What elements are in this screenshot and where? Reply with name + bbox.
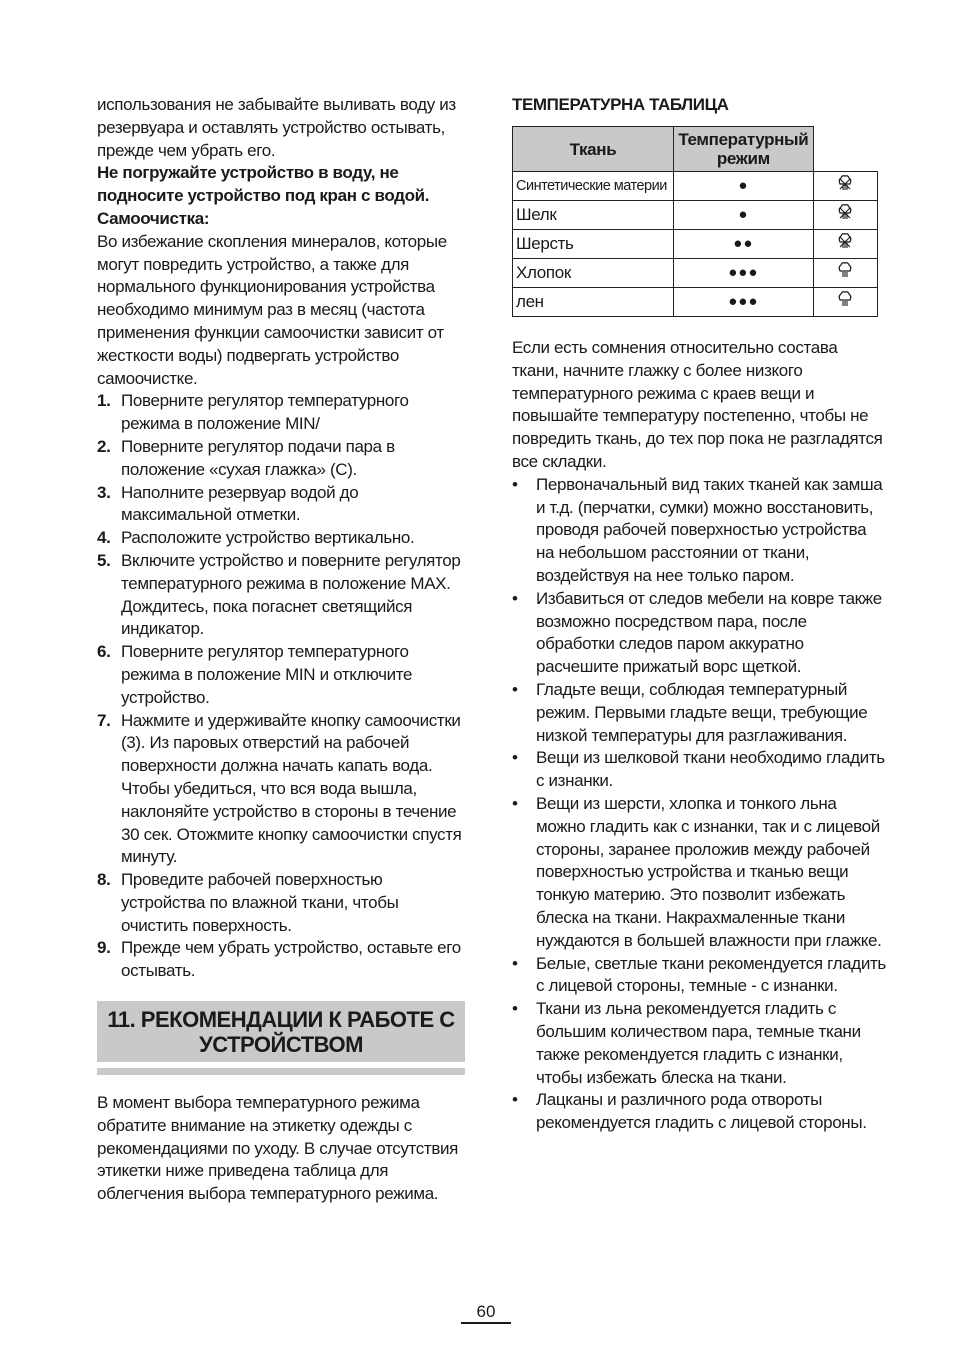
table-header-row <box>513 127 878 172</box>
step-item <box>97 869 465 937</box>
advice-bullet-list <box>512 474 887 1135</box>
steam-icon <box>813 288 877 317</box>
table-title: ТЕМПЕРАТУРНА ТАБЛИЦА <box>512 95 729 114</box>
temperature-dots: ● <box>673 172 813 201</box>
section-divider <box>97 1068 465 1075</box>
step-number: 7. <box>97 710 111 730</box>
table-row <box>513 230 878 259</box>
step-text: Нажмите и удерживайте кнопку самоочистки (3). Из паровых отверстий на рабочей поверхности должна начать капать вода. Чтобы убедиться, что вся вода вышла, наклоняйте устройство в стороны в течение 30 сек. Отожмите кнопку самоочистки спустя минуту. <box>121 710 462 867</box>
fabric-cell: Шелк <box>513 201 674 230</box>
step-text: Включите устройство и поверните регулятор температурного режима в положение MAX. Дождитесь, пока погаснет светящийся индикатор. <box>121 550 461 639</box>
bullet-item <box>512 953 887 999</box>
step-text: Поверните регулятор температурного режима в положение MIN и отключите устройство. <box>121 642 413 707</box>
bullet-text: Вещи из шерсти, хлопка и тонкого льна можно гладить как с изнанки, так и с лицевой стороны, заранее проложив между рабочей поверхностью устройства и тканью вещи тонкую материю. Это позволит избежать блеска на ткани. Накрахмаленные ткани нуждаются в большей влажности при глажке. <box>536 793 882 950</box>
no-steam-icon <box>813 230 877 259</box>
selfclean-heading: Самоочистка: <box>97 208 210 228</box>
warning-paragraph: Не погружайте устройство в воду, не подносите устройство под кран с водой. <box>97 163 430 206</box>
bullet-item <box>512 998 887 1089</box>
step-text: Поверните регулятор температурного режима в положение MIN/ <box>121 391 409 434</box>
bullet-text: Избавиться от следов мебели на ковре также возможно посредством пара, после обработки следов паром аккуратно расчешите прижатый ворс щеткой. <box>536 588 882 677</box>
temperature-dots: ●● <box>673 230 813 259</box>
step-item <box>97 937 465 983</box>
step-number: 3. <box>97 482 111 502</box>
section-title: 11. РЕКОМЕНДАЦИИ К РАБОТЕ С УСТРОЙСТВОМ <box>97 1001 465 1062</box>
step-text: Расположите устройство вертикально. <box>121 528 415 548</box>
bullet-icon: • <box>512 474 518 494</box>
temperature-table <box>512 126 878 317</box>
fabric-cell: Хлопок <box>513 259 674 288</box>
no-steam-icon <box>813 172 877 201</box>
bullet-icon: • <box>512 1090 518 1110</box>
header-mode: Температурный режим <box>673 127 813 172</box>
bullet-icon: • <box>512 588 518 608</box>
steam-icon <box>813 259 877 288</box>
step-item <box>97 641 465 709</box>
bullet-icon: • <box>512 793 518 813</box>
step-number: 8. <box>97 870 111 890</box>
right-column <box>512 94 887 1135</box>
header-blank <box>813 127 877 172</box>
table-row <box>513 288 878 317</box>
bullet-icon: • <box>512 953 518 973</box>
bullet-text: Белые, светлые ткани рекомендуется гладить с лицевой стороны, темные - с изнанки. <box>536 953 886 996</box>
header-fabric: Ткань <box>513 127 674 172</box>
bullet-text: Первоначальный вид таких тканей как замша и т.д. (перчатки, сумки) можно восстановить, проводя рабочей поверхностью устройства на небольшом расстоянии от ткани, воздействуя на нее только паром. <box>536 474 883 585</box>
table-row <box>513 172 878 201</box>
temperature-dots: ●●● <box>673 259 813 288</box>
bullet-text: Ткани из льна рекомендуется гладить с большим количеством пара, темные ткани также рекомендуется гладить с изнанки, чтобы избежать блеска на ткани. <box>536 999 861 1087</box>
table-row <box>513 201 878 230</box>
section-paragraph: В момент выбора температурного режима обратите внимание на этикетку одежды с рекомендациями по уходу. В случае отсутствия этикетки ниже приведена таблица для облегчения выбора температурного режима. <box>97 1093 459 1204</box>
step-text: Проведите рабочей поверхностью устройства по влажной ткани, чтобы очистить поверхность. <box>121 870 399 935</box>
step-number: 6. <box>97 642 111 662</box>
left-column <box>97 94 465 1206</box>
table-row <box>513 259 878 288</box>
fabric-cell: лен <box>513 288 674 317</box>
step-item <box>97 527 465 550</box>
step-number: 2. <box>97 436 111 456</box>
fabric-cell: Шерсть <box>513 230 674 259</box>
bullet-item <box>512 474 887 588</box>
bullet-item <box>512 588 887 679</box>
temperature-dots: ●●● <box>673 288 813 317</box>
bullet-item <box>512 679 887 747</box>
bullet-text: Лацканы и различного рода отвороты рекомендуется гладить с лицевой стороны. <box>536 1090 867 1133</box>
step-item <box>97 390 465 436</box>
bullet-item <box>512 1089 887 1135</box>
no-steam-icon <box>813 201 877 230</box>
selfclean-steps-list <box>97 390 465 983</box>
page-number-underline <box>461 1322 511 1324</box>
step-item <box>97 436 465 482</box>
step-number: 4. <box>97 528 111 548</box>
intro-paragraph: использования не забывайте выливать воду из резервуара и оставлять устройство остывать, прежде чем убрать его. <box>97 95 456 160</box>
advice-paragraph: Если есть сомнения относительно состава ткани, начните глажку с более низкого температурного режима с краев вещи и повышайте температуру постепенно, чтобы не повредить ткань, до тех пор пока не разгладятся все складки. <box>512 338 883 471</box>
bullet-text: Вещи из шелковой ткани необходимо гладить с изнанки. <box>536 748 885 791</box>
page-number: 60 <box>476 1302 496 1321</box>
step-number: 9. <box>97 938 111 958</box>
fabric-cell: Синтетические материи <box>513 172 674 201</box>
bullet-icon: • <box>512 999 518 1019</box>
step-item <box>97 550 465 641</box>
temperature-dots: ● <box>673 201 813 230</box>
bullet-item <box>512 793 887 953</box>
step-text: Поверните регулятор подачи пара в положение «сухая глажка» (C). <box>121 436 395 479</box>
step-number: 5. <box>97 550 111 570</box>
bullet-text: Гладьте вещи, соблюдая температурный режим. Первыми гладьте вещи, требующие низкой температуры для разглаживания. <box>536 679 868 745</box>
step-text: Прежде чем убрать устройство, оставьте его остывать. <box>121 938 461 981</box>
step-number: 1. <box>97 391 111 411</box>
selfclean-paragraph: Во избежание скопления минералов, которые могут повредить устройство, а также для нормального функционирования устройства необходимо минимум раз в месяц (частота применения функции самоочистки зависит от жесткости воды) подвергать устройство самоочистке. <box>97 231 447 388</box>
bullet-icon: • <box>512 679 518 699</box>
bullet-icon: • <box>512 748 518 768</box>
step-item <box>97 710 465 870</box>
bullet-item <box>512 747 887 793</box>
step-item <box>97 482 465 528</box>
step-text: Наполните резервуар водой до максимальной отметки. <box>121 482 359 525</box>
